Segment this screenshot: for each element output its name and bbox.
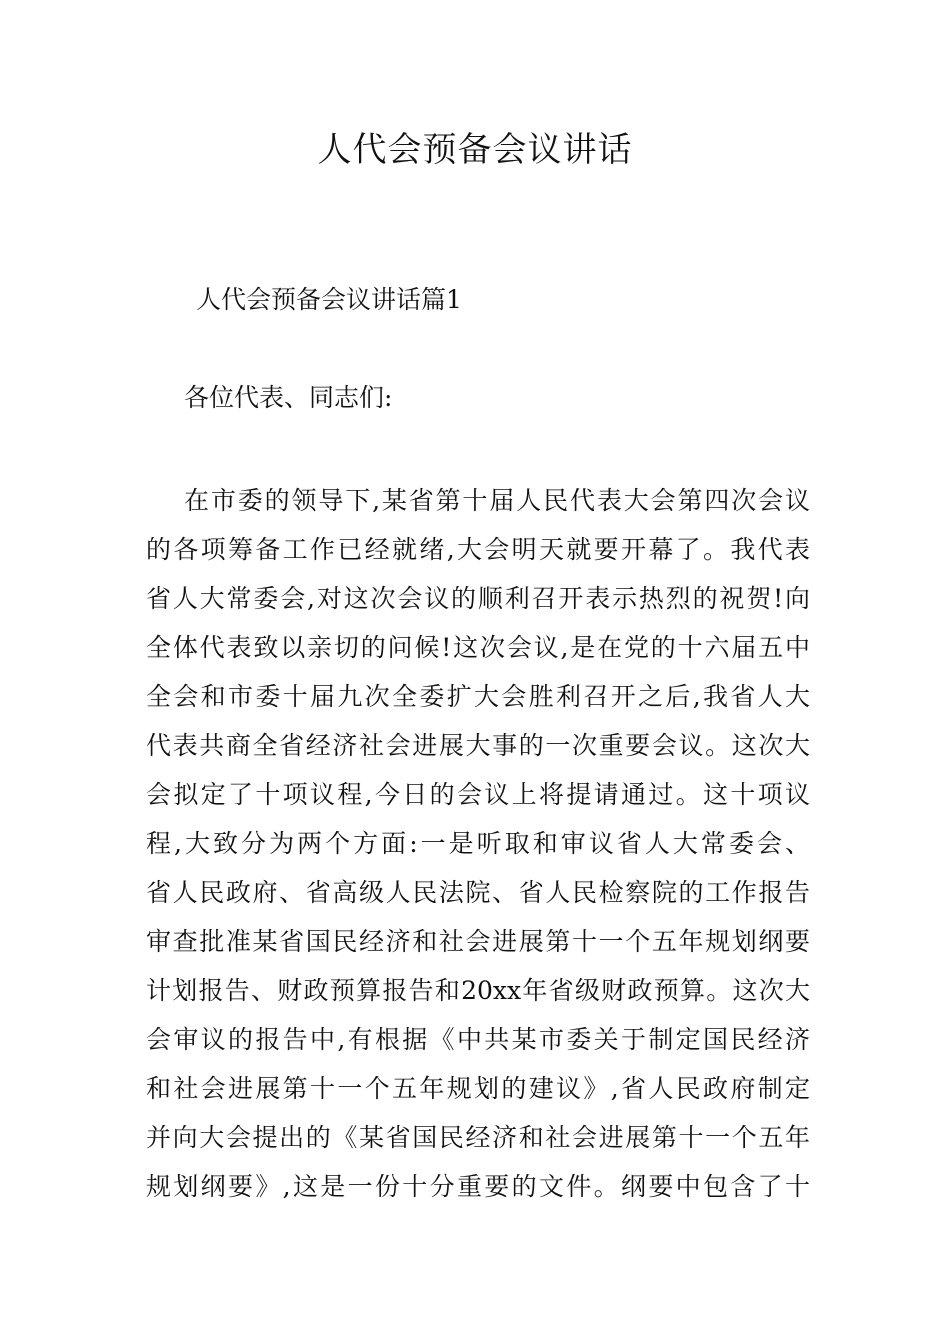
paragraph-line: 会审议的报告中,有根据《中共某市委关于制定国民经济 xyxy=(146,1025,810,1054)
paragraph-line: 并向大会提出的《某省国民经济和社会进展第十一个五年 xyxy=(146,1123,810,1152)
paragraph-line: 规划纲要》,这是一份十分重要的文件。纲要中包含了十 xyxy=(146,1172,810,1201)
body-paragraph xyxy=(146,476,810,1211)
paragraph-line: 全体代表致以亲切的问候!这次会议,是在党的十六届五中 xyxy=(146,633,810,662)
salutation: 各位代表、同志们: xyxy=(184,383,393,412)
paragraph-line: 的各项筹备工作已经就绪,大会明天就要开幕了。我代表 xyxy=(146,535,810,564)
paragraph-line: 会拟定了十项议程,今日的会议上将提请通过。这十项议 xyxy=(146,780,810,809)
paragraph-line: 和社会进展第十一个五年规划的建议》,省人民政府制定 xyxy=(146,1074,810,1103)
paragraph-line: 计划报告、财政预算报告和20xx年省级财政预算。这次大 xyxy=(146,976,810,1005)
paragraph-line: 省人大常委会,对这次会议的顺利召开表示热烈的祝贺!向 xyxy=(146,584,810,613)
paragraph-line: 代表共商全省经济社会进展大事的一次重要会议。这次大 xyxy=(146,731,810,760)
paragraph-line: 程,大致分为两个方面:一是听取和审议省人大常委会、 xyxy=(146,829,810,858)
paragraph-line: 全会和市委十届九次全委扩大会胜利召开之后,我省人大 xyxy=(146,682,810,711)
paragraph-line: 省人民政府、省高级人民法院、省人民检察院的工作报告 xyxy=(146,878,810,907)
paragraph-line: 在市委的领导下,某省第十届人民代表大会第四次会议 xyxy=(184,486,810,515)
paragraph-line: 审查批准某省国民经济和社会进展第十一个五年规划纲要 xyxy=(146,927,810,956)
document-title: 人代会预备会议讲话 xyxy=(317,130,633,170)
section-subtitle: 人代会预备会议讲话篇1 xyxy=(196,285,462,314)
